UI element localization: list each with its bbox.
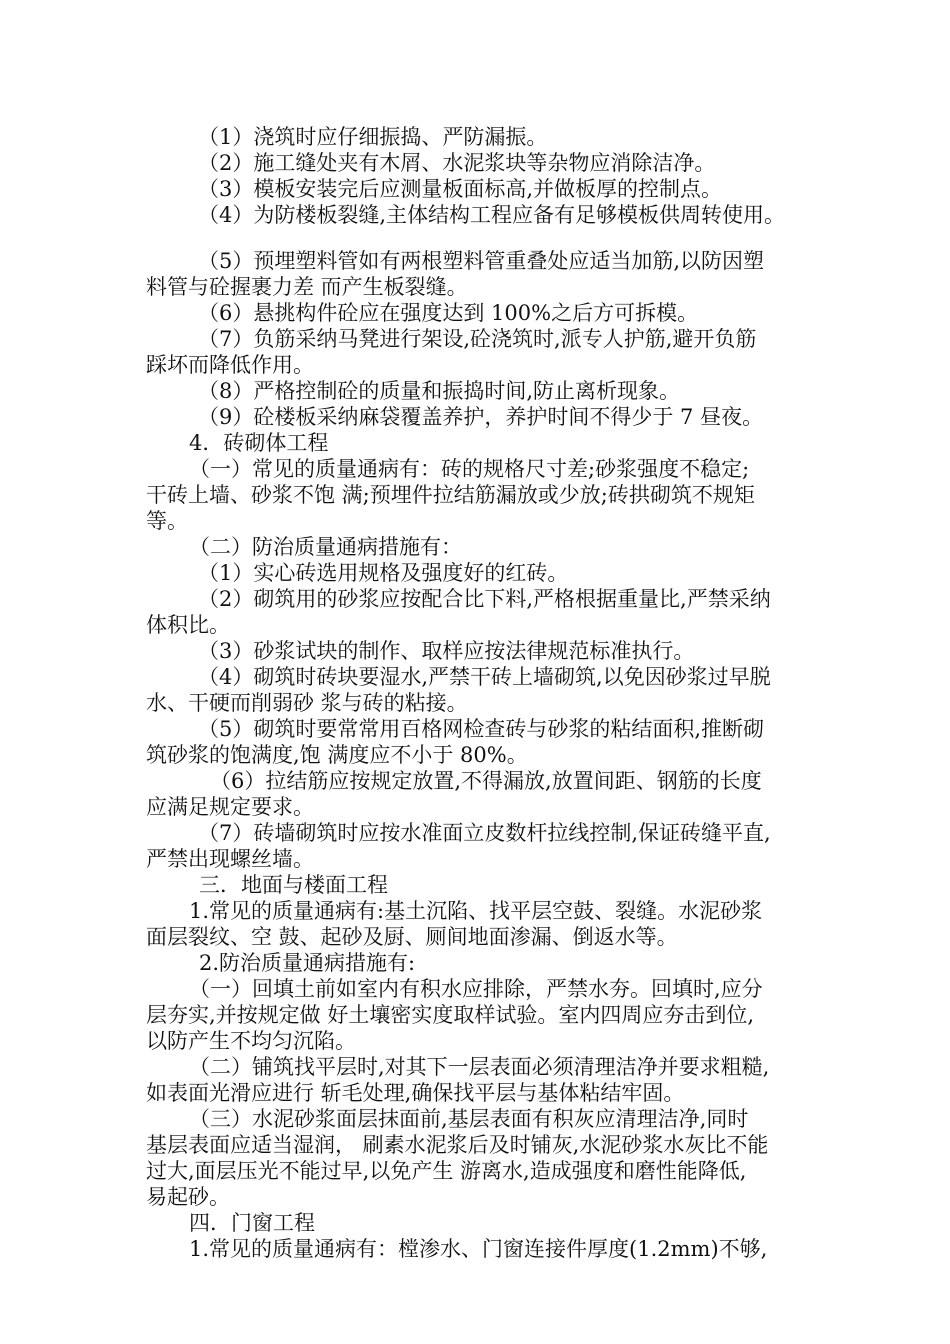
text-line: （9）砼楼板采纳麻袋覆盖养护，养护时间不得少于 7 昼夜。 xyxy=(198,405,764,429)
text-line: 以防产生不均匀沉陷。 xyxy=(146,1029,356,1053)
text-line: （二）铺筑找平层时,对其下一层表面必须清理洁净并要求粗糙, xyxy=(189,1055,770,1079)
text-line: （6）悬挑构件砼应在强度达到 100%之后方可拆模。 xyxy=(198,301,699,325)
text-line: 易起砂。 xyxy=(146,1185,230,1209)
text-line: 基层表面应适当湿润， 刷素水泥浆后及时铺灰,水泥砂浆水灰比不能 xyxy=(146,1133,769,1157)
text-line: （3）砂浆试块的制作、取样应按法律规范标准执行。 xyxy=(198,639,695,663)
text-line: （6）拉结筋应按规定放置,不得漏放,放置间距、钢筋的长度 xyxy=(210,769,762,793)
text-line: 1.常见的质量通病有：樘渗水、门窗连接件厚度(1.2mm)不够, xyxy=(189,1237,768,1261)
text-line: （三）水泥砂浆面层抹面前,基层表面有积灰应清理洁净,同时 xyxy=(189,1107,749,1131)
text-line: 等。 xyxy=(146,509,188,533)
text-line: 严禁出现螺丝墙。 xyxy=(146,847,314,871)
text-line: 干砖上墙、砂浆不饱 满;预埋件拉结筋漏放或少放;砖拱砌筑不规矩 xyxy=(146,483,755,507)
section-heading: 四．门窗工程 xyxy=(189,1211,315,1235)
text-line: 应满足规定要求。 xyxy=(146,795,314,819)
text-line: （7）砖墙砌筑时应按水准面立皮数杆拉线控制,保证砖缝平直, xyxy=(198,821,771,845)
text-line: 2.防治质量通病措施有: xyxy=(199,951,416,975)
text-line: （一）常见的质量通病有：砖的规格尺寸差;砂浆强度不稳定; xyxy=(189,457,750,481)
text-line: 层夯实,并按规定做 好土壤密实度取样试验。室内四周应夯击到位, xyxy=(146,1003,755,1027)
text-line: （1）实心砖选用规格及强度好的红砖。 xyxy=(198,561,569,585)
section-heading: 三．地面与楼面工程 xyxy=(199,873,388,897)
text-line: 料管与砼握裹力差 而产生板裂缝。 xyxy=(146,275,468,299)
text-line: 如表面光滑应进行 斩毛处理,确保找平层与基体粘结牢固。 xyxy=(146,1081,685,1105)
text-line: （7）负筋采纳马凳进行架设,砼浇筑时,派专人护筋,避开负筋 xyxy=(198,327,757,351)
text-line: 面层裂纹、空 鼓、起砂及厨、厕间地面渗漏、倒返水等。 xyxy=(146,925,678,949)
text-line: （5）预埋塑料管如有两根塑料管重叠处应适当加筋,以防因塑 xyxy=(198,249,765,273)
text-line: （5）砌筑时要常常用百格网检查砖与砂浆的粘结面积,推断砌 xyxy=(198,717,765,741)
text-line: 水、干硬而削弱砂 浆与砖的粘接。 xyxy=(146,691,468,715)
text-line: 过大,面层压光不能过早,以免产生 游离水,造成强度和磨性能降低, xyxy=(146,1159,747,1183)
text-line: 筑砂浆的饱满度,饱 满度应不小于 80%。 xyxy=(146,743,528,767)
text-line: 踩坏而降低作用。 xyxy=(146,353,314,377)
text-line: （一）回填土前如室内有积水应排除，严禁水夯。回填时,应分 xyxy=(189,977,763,1001)
text-line: （3）模板安装完后应测量板面标高,并做板厚的控制点。 xyxy=(198,177,723,201)
text-line: （1）浇筑时应仔细振捣、严防漏振。 xyxy=(198,125,548,149)
text-line: 1.常见的质量通病有:基土沉陷、找平层空鼓、裂缝。水泥砂浆 xyxy=(189,899,763,923)
text-line: （4）砌筑时砖块要湿水,严禁干砖上墙砌筑,以免因砂浆过早脱 xyxy=(198,665,771,689)
text-line: （2）施工缝处夹有木屑、水泥浆块等杂物应消除洁净。 xyxy=(198,151,716,175)
text-line: （二）防治质量通病措施有： xyxy=(189,535,462,559)
text-line: （2）砌筑用的砂浆应按配合比下料,严格根据重量比,严禁采纳 xyxy=(198,587,771,611)
text-line: （4）为防楼板裂缝,主体结构工程应备有足够模板供周转使用。 xyxy=(198,203,786,227)
text-line: 体积比。 xyxy=(146,613,230,637)
section-heading: 4．砖砌体工程 xyxy=(189,431,329,455)
text-line: （8）严格控制砼的质量和振捣时间,防止离析现象。 xyxy=(198,379,681,403)
